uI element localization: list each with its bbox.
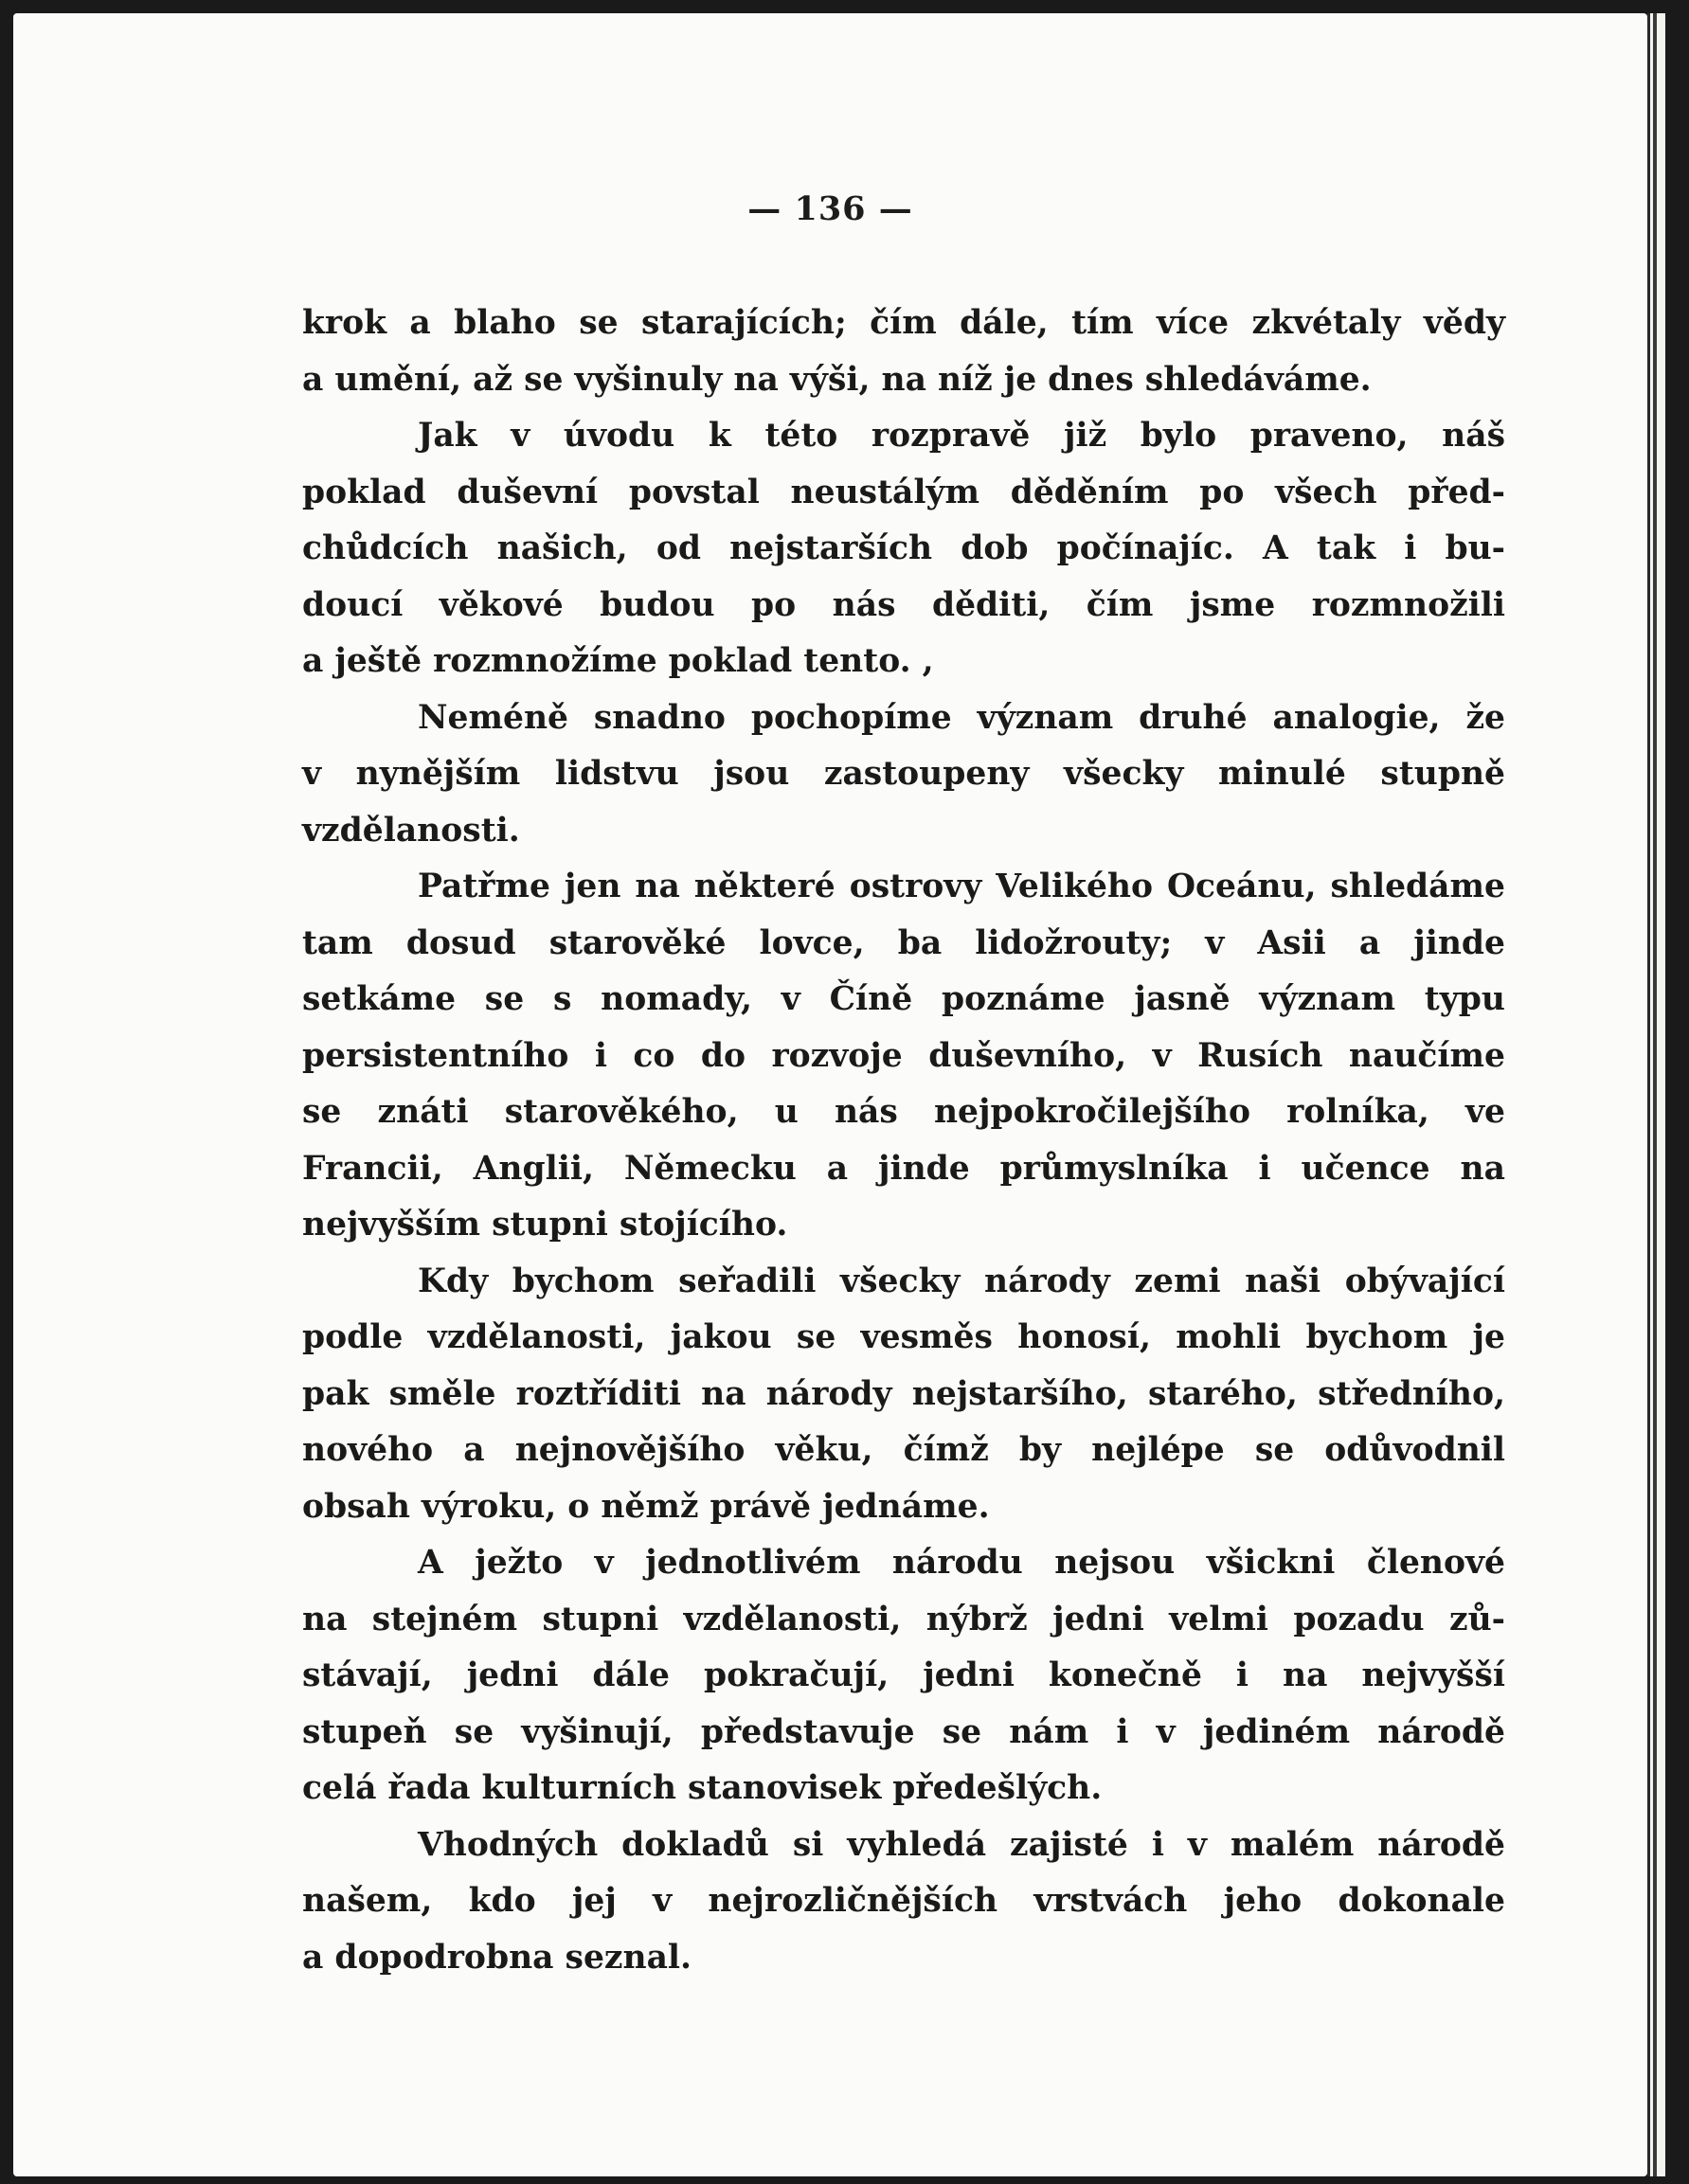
text-line: na stejném stupni vzdělanosti, nýbrž jedni velmi pozadu zů- [302,1600,1505,1638]
text-line: a ještě rozmnožíme poklad tento. , [302,642,934,680]
text-line: stávají, jedni dále pokračují, jedni konečně i na nejvyšší [302,1656,1505,1694]
text-line: Vhodných dokladů si vyhledá zajisté i v malém národě [418,1825,1505,1864]
text-line: poklad duševní povstal neustálým děděním po všech před- [302,473,1505,511]
text-line: obsah výroku, o němž právě jednáme. [302,1487,990,1526]
page-number: — 136 — [747,189,913,228]
text-line: vzdělanosti. [302,811,520,850]
text-line: setkáme se s nomady, v Číně poznáme jasně význam typu [302,980,1505,1018]
text-line: Patřme jen na některé ostrovy Velikého Oceánu, shledáme [418,868,1505,905]
text-line: nového a nejnovějšího věku, čímž by nejlépe se odůvodnil [302,1431,1505,1469]
text-line: A ježto v jednotlivém národu nejsou všickni členové [418,1544,1505,1582]
book-page [13,13,1647,2176]
body-text [302,295,1505,1986]
text-line: se znáti starověkého, u nás nejpokročilejšího rolníka, ve [302,1093,1505,1131]
text-line: Francii, Anglii, Německu a jinde průmyslníka i učence na [302,1149,1505,1188]
text-line: a dopodrobna seznal. [302,1938,692,1977]
text-line: celá řada kulturních stanovisek předešlých. [302,1769,1103,1807]
text-line: stupeň se vyšinují, představuje se nám i v jediném národě [302,1712,1505,1751]
text-line: chůdcích našich, od nejstarších dob počínajíc. A tak i bu- [302,529,1505,567]
text-line: Jak v úvodu k této rozpravě již bylo praveno, náš [418,417,1505,455]
text-line: a umění, až se vyšinuly na výši, na níž je dnes shledáváme. [302,360,1372,399]
text-line: doucí věkové budou po nás děditi, čím jsme rozmnožili [302,585,1505,624]
page-edge-shadow [1653,13,1657,2176]
text-line: krok a blaho se starajících; čím dále, tím více zkvétaly vědy [302,304,1505,342]
text-line: podle vzdělanosti, jakou se vesměs honosí, mohli bychom je [302,1318,1505,1356]
text-line: Neméně snadno pochopíme význam druhé analogie, že [418,698,1505,737]
text-line: pak směle roztříditi na národy nejstaršího, starého, středního, [302,1374,1505,1413]
text-line: nejvyšším stupni stojícího. [302,1206,788,1244]
text-line: našem, kdo jej v nejrozličnějších vrstvách jeho dokonale [302,1882,1505,1920]
text-line: persistentního i co do rozvoje duševního, v Rusích naučíme [302,1036,1505,1075]
text-line: v nynějším lidstvu jsou zastoupeny všecky minulé stupně [302,755,1505,793]
text-line: tam dosud starověké lovce, ba lidožrouty; v Asii a jinde [302,923,1505,962]
text-line: Kdy bychom seřadili všecky národy zemi naši obývající [418,1262,1505,1300]
